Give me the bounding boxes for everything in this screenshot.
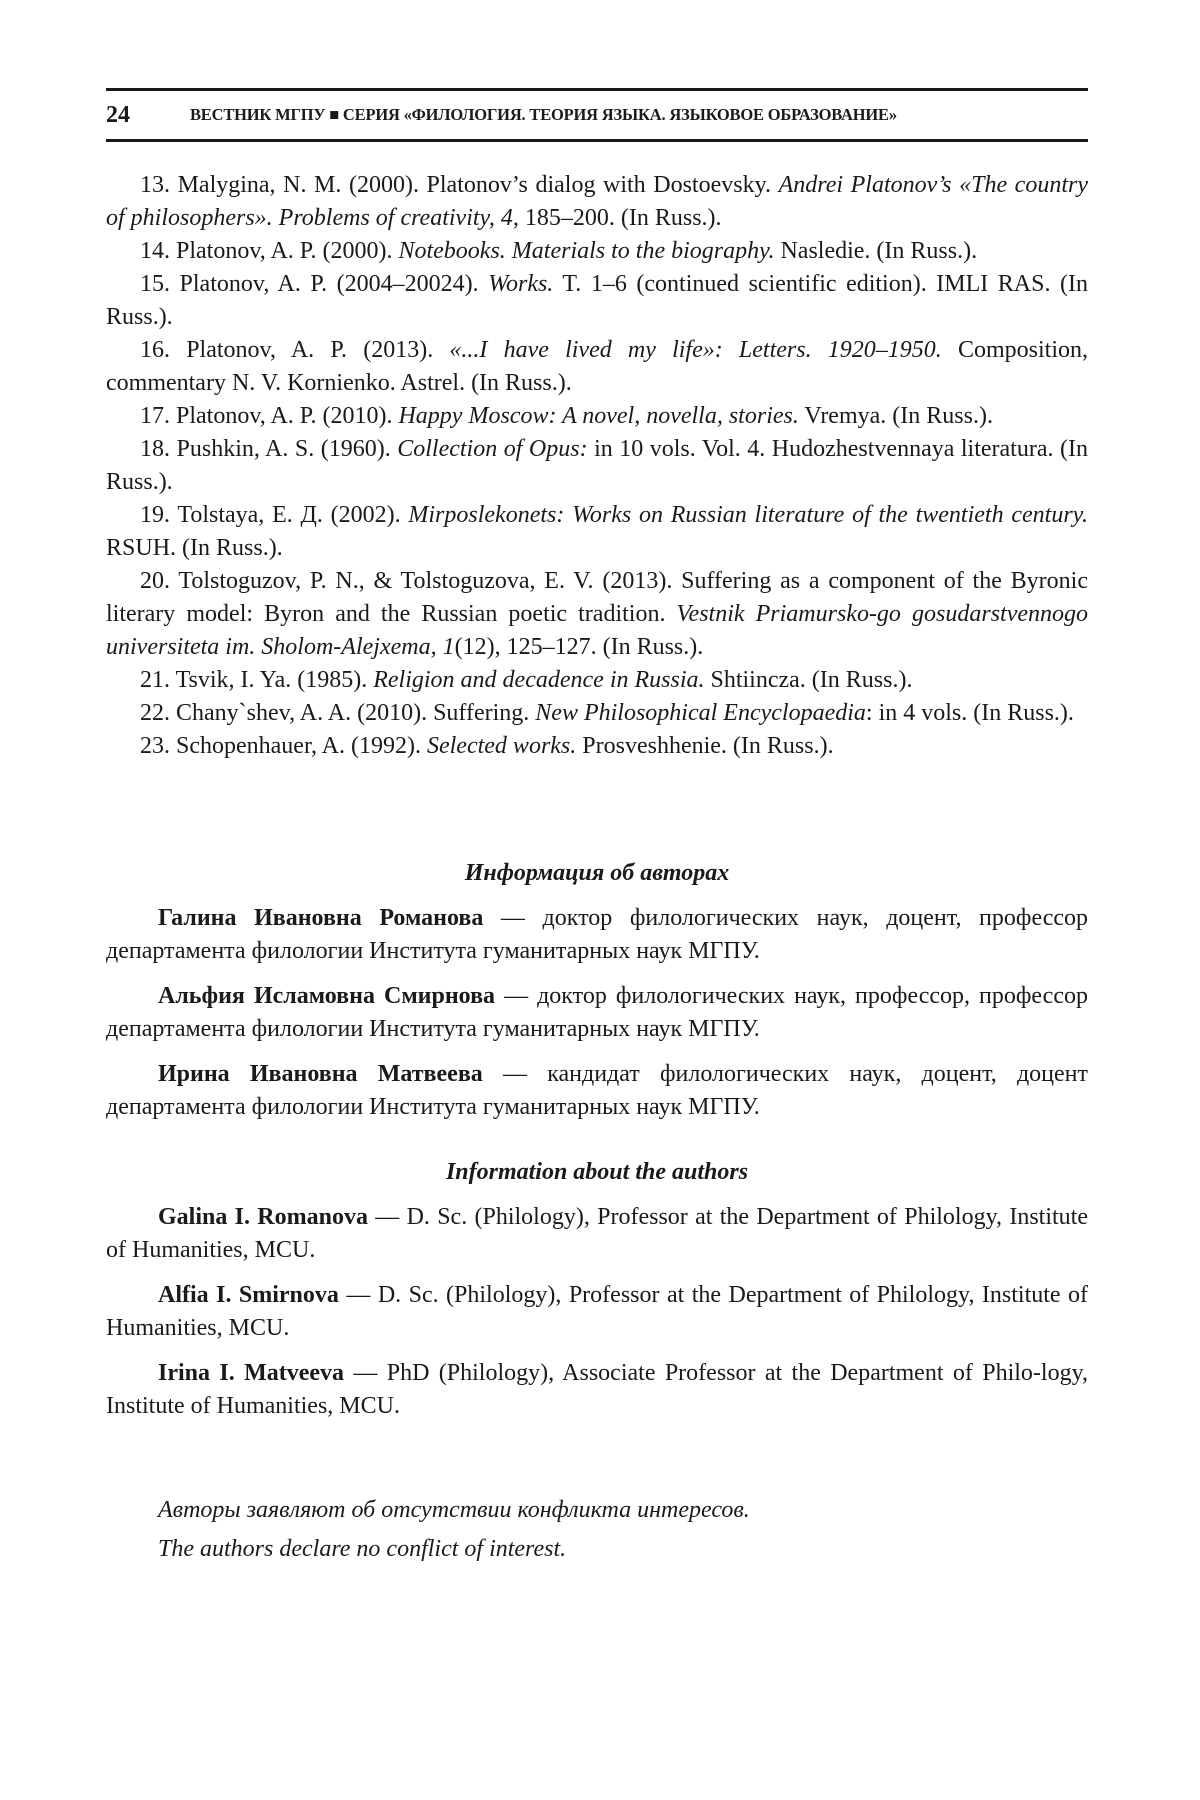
reference-text: Notebooks. Materials to the biography. [398, 238, 774, 264]
conflict-ru: Авторы заявляют об отсутствии конфликта интересов. [158, 1491, 750, 1530]
running-header [106, 100, 1088, 130]
reference-text: Nasledie. (In Russ.). [774, 238, 977, 264]
reference-text: 23. Schopenhauer, A. (1992). [140, 733, 427, 759]
reference-item [106, 499, 1088, 565]
author-name: Ирина Ивановна Матвеева [158, 1061, 483, 1087]
reference-text: Works. [488, 271, 553, 297]
reference-item [106, 235, 1088, 268]
reference-text: Mirposlekonets: Works on Russian literature of the twentieth century. [408, 502, 1088, 528]
header-bottom-rule [106, 139, 1088, 142]
reference-text: Andrei Platonov’s «The country of philosophers». Problems of creativity, 4, [106, 172, 1088, 231]
author-description: — PhD (Philology), Associate Professor at the Department of Philo-logy, Institute of Humanities, MCU. [106, 1360, 1088, 1419]
reference-text: Vremya. (In Russ.). [799, 403, 993, 429]
authors-en-section [106, 1156, 1088, 1435]
reference-text: (12), 125–127. (In Russ.). [455, 634, 704, 660]
journal-title: ВЕСТНИК МГПУ ■ СЕРИЯ «ФИЛОЛОГИЯ. ТЕОРИЯ ЯЗЫКА. ЯЗЫКОВОЕ ОБРАЗОВАНИЕ» [190, 105, 897, 125]
author-name: Galina I. Romanova [158, 1204, 368, 1230]
author-entry [106, 1201, 1088, 1267]
author-entry [106, 980, 1088, 1046]
reference-text: New Philosophical Encyclopaedia [535, 700, 866, 726]
reference-text: 19. Tolstaya, E. Д. (2002). [140, 502, 408, 528]
reference-text: 16. Platonov, A. P. (2013). [140, 337, 449, 363]
authors-en-heading: Information about the authors [106, 1156, 1088, 1189]
page-number: 24 [106, 102, 190, 129]
reference-item [106, 664, 1088, 697]
author-entry [106, 902, 1088, 968]
author-entry [106, 1058, 1088, 1124]
reference-item [106, 697, 1088, 730]
reference-item [106, 268, 1088, 334]
reference-text: Happy Moscow: A novel, novella, stories. [398, 403, 798, 429]
author-name: Альфия Исламовна Смирнова [158, 983, 495, 1009]
reference-text: Shtiincza. (In Russ.). [705, 667, 913, 693]
reference-text: Composition, commentary N. V. Kornienko. Astrel. (In Russ.). [106, 337, 1088, 396]
author-description: — кандидат филологических наук, доцент, доцент департамента филологии Института гуманитарных наук МГПУ. [106, 1061, 1088, 1120]
header-top-rule [106, 88, 1088, 91]
author-name: Irina I. Matveeva [158, 1360, 344, 1386]
authors-ru-heading: Информация об авторах [106, 857, 1088, 890]
reference-text: 17. Platonov, A. P. (2010). [140, 403, 398, 429]
reference-text: Selected works. [427, 733, 576, 759]
reference-item [106, 169, 1088, 235]
reference-text: «...I have lived my life»: Letters. 1920–1950. [449, 337, 941, 363]
reference-text: in 10 vols. Vol. 4. Hudozhestvennaya literatura. (In Russ.). [106, 436, 1088, 495]
reference-text: 22. Chany`shev, A. A. (2010). Suffering. [140, 700, 535, 726]
reference-text: 14. Platonov, A. P. (2000). [140, 238, 398, 264]
reference-text: T. 1–6 (continued scientific edition). IMLI RAS. (In Russ.). [106, 271, 1088, 330]
authors-ru-section [106, 857, 1088, 1136]
reference-text: 185–200. (In Russ.). [519, 205, 722, 231]
reference-text: Vestnik Priamursko-go gosudarstvennogo universiteta im. Sholom-Alejxema, 1 [106, 601, 1088, 660]
reference-item [106, 334, 1088, 400]
conflict-en: The authors declare no conflict of interest. [158, 1530, 566, 1569]
reference-text: Prosveshhenie. (In Russ.). [576, 733, 833, 759]
reference-item [106, 400, 1088, 433]
author-description: — доктор филологических наук, профессор, профессор департамента филологии Института гуманитарных наук МГПУ. [106, 983, 1088, 1042]
reference-text: Collection of Opus: [397, 436, 587, 462]
reference-text: RSUH. (In Russ.). [106, 535, 283, 561]
author-description: — доктор филологических наук, доцент, профессор департамента филологии Института гуманитарных наук МГПУ. [106, 905, 1088, 964]
author-entry [106, 1357, 1088, 1423]
reference-text: 21. Tsvik, I. Ya. (1985). [140, 667, 373, 693]
author-description: — D. Sc. (Philology), Professor at the Department of Philology, Institute of Humanities, MCU. [106, 1204, 1088, 1263]
author-description: — D. Sc. (Philology), Professor at the Department of Philology, Institute of Humanities, MCU. [106, 1282, 1088, 1341]
author-entry [106, 1279, 1088, 1345]
reference-text: 13. Malygina, N. M. (2000). Platonov’s dialog with Dostoevsky. [140, 172, 779, 198]
reference-text: : in 4 vols. (In Russ.). [866, 700, 1074, 726]
reference-item [106, 565, 1088, 664]
reference-text: 18. Pushkin, A. S. (1960). [140, 436, 397, 462]
reference-text: 15. Platonov, A. P. (2004–20024). [140, 271, 488, 297]
author-name: Галина Ивановна Романова [158, 905, 483, 931]
reference-text: Religion and decadence in Russia. [373, 667, 704, 693]
reference-text: 20. Tolstoguzov, P. N., & Tolstoguzova, E. V. (2013). Suffering as a component of the Byronic literary model: Byron and the Russian poetic tradition. [106, 568, 1088, 627]
references-list [106, 169, 1088, 763]
reference-item [106, 433, 1088, 499]
reference-item [106, 730, 1088, 763]
author-name: Alfia I. Smirnova [158, 1282, 339, 1308]
